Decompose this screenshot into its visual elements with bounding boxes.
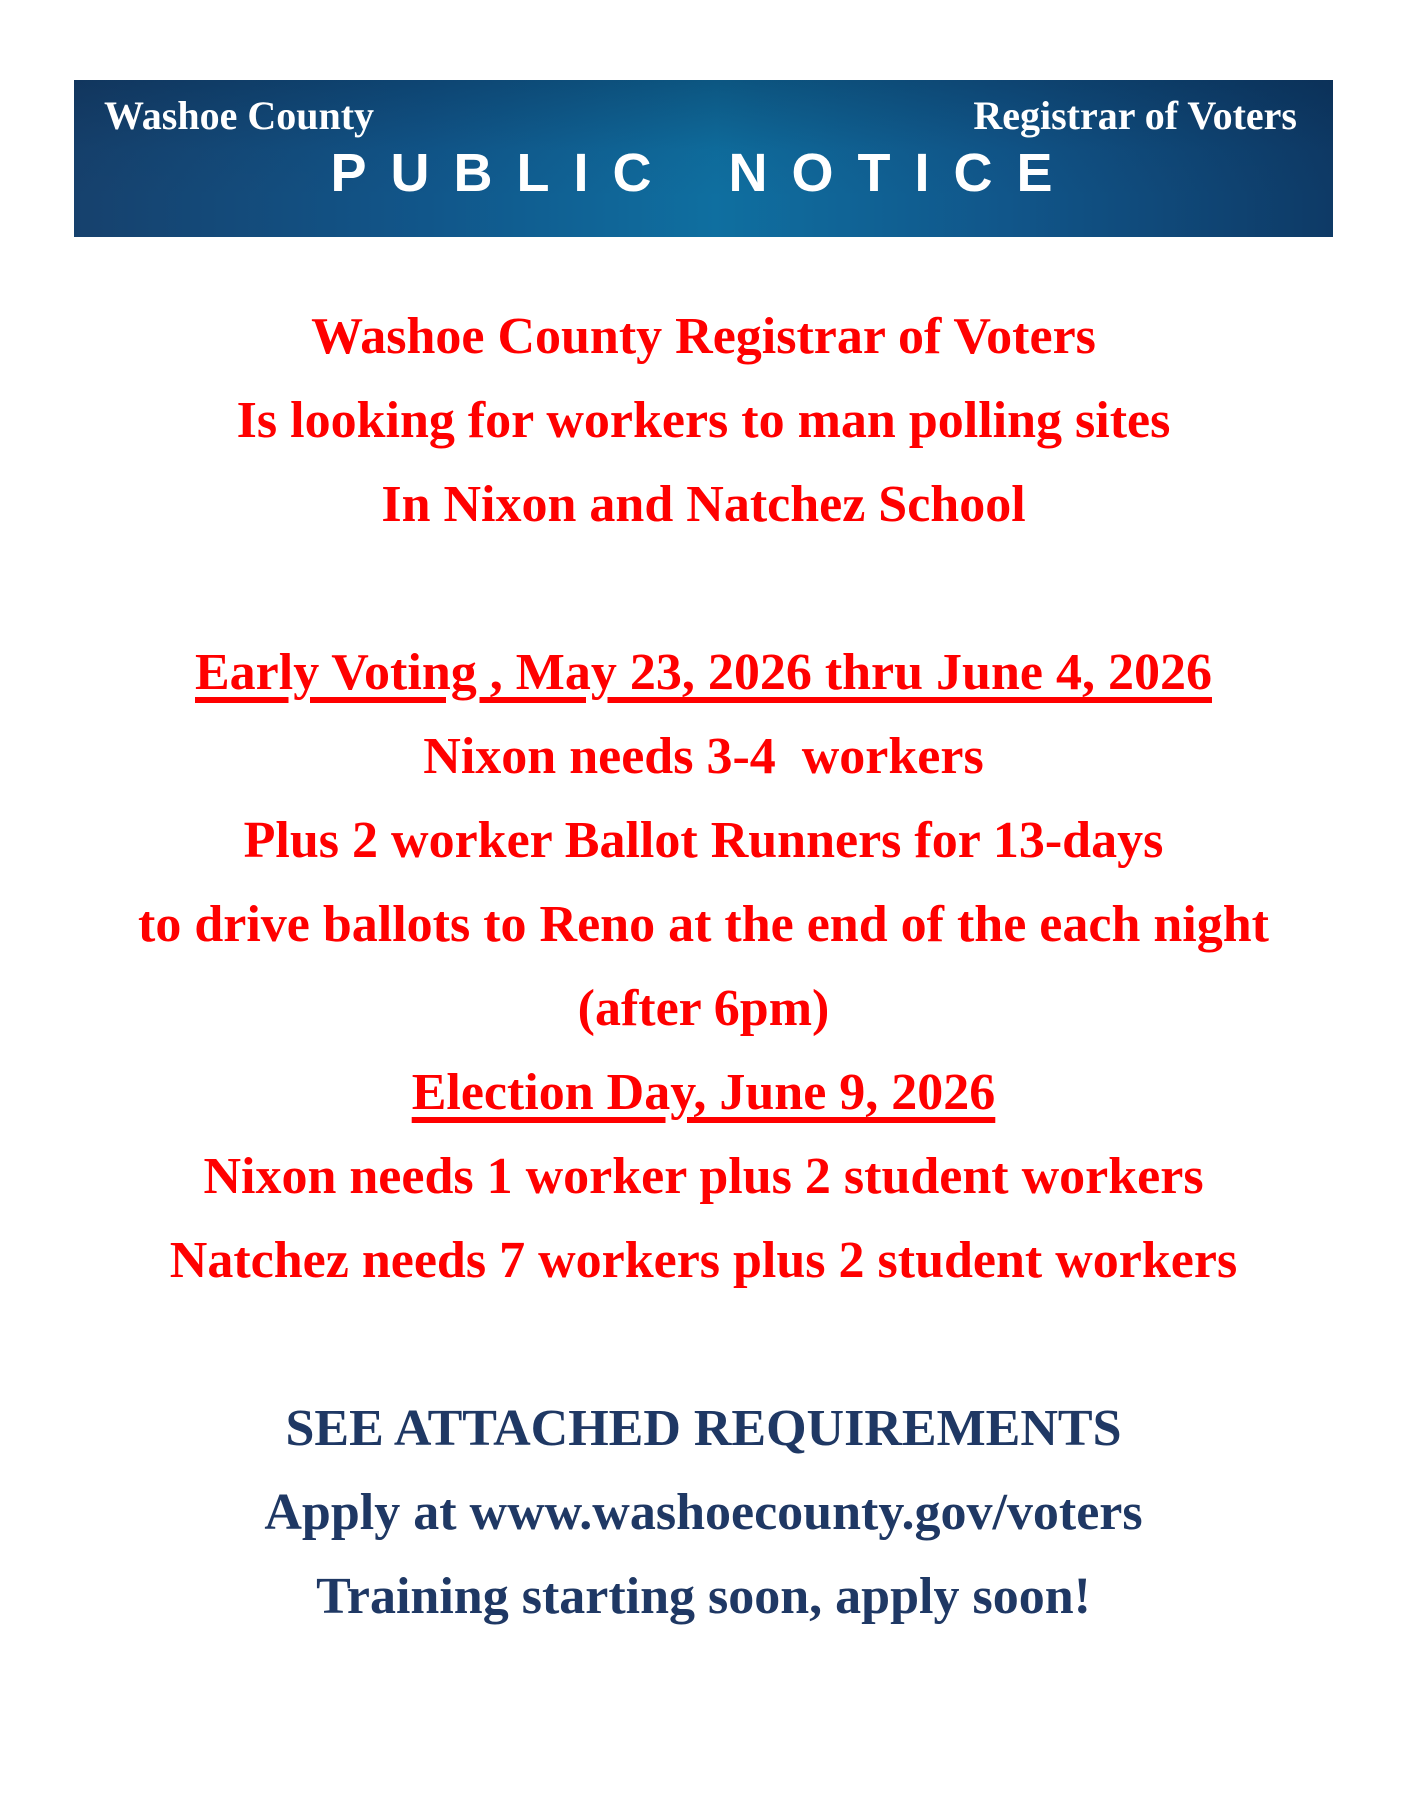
election-day-natchez-needs: Natchez needs 7 workers plus 2 student workers: [169, 1232, 1238, 1289]
spacer: [74, 1303, 1333, 1387]
early-voting-nixon-needs: Nixon needs 3-4 workers: [423, 728, 984, 785]
banner-county-label: Washoe County: [104, 93, 375, 138]
election-day-nixon-needs: Nixon needs 1 worker plus 2 student workers: [203, 1148, 1204, 1205]
ballot-runners: Plus 2 worker Ballot Runners for 13-days: [243, 812, 1164, 869]
headline-locations: In Nixon and Natchez School: [381, 476, 1026, 533]
headline-org: Washoe County Registrar of Voters: [311, 308, 1096, 365]
training-soon: Training starting soon, apply soon!: [316, 1568, 1091, 1625]
spacer: [74, 547, 1333, 631]
banner-registrar-label: Registrar of Voters: [973, 93, 1297, 138]
election-day-heading: Election Day, June 9, 2026: [411, 1064, 996, 1121]
notice-body: [74, 295, 1333, 1639]
headline-looking: Is looking for workers to man polling sites: [236, 392, 1171, 449]
apply-url: Apply at www.washoecounty.gov/voters: [264, 1484, 1143, 1541]
early-voting-heading: Early Voting , May 23, 2026 thru June 4, 2026: [195, 644, 1212, 701]
banner-title: PUBLIC NOTICE: [330, 143, 1077, 203]
after-6pm: (after 6pm): [577, 980, 830, 1037]
see-requirements: SEE ATTACHED REQUIREMENTS: [285, 1400, 1122, 1457]
banner: [74, 80, 1333, 237]
drive-ballots: to drive ballots to Reno at the end of the each night: [138, 896, 1269, 953]
